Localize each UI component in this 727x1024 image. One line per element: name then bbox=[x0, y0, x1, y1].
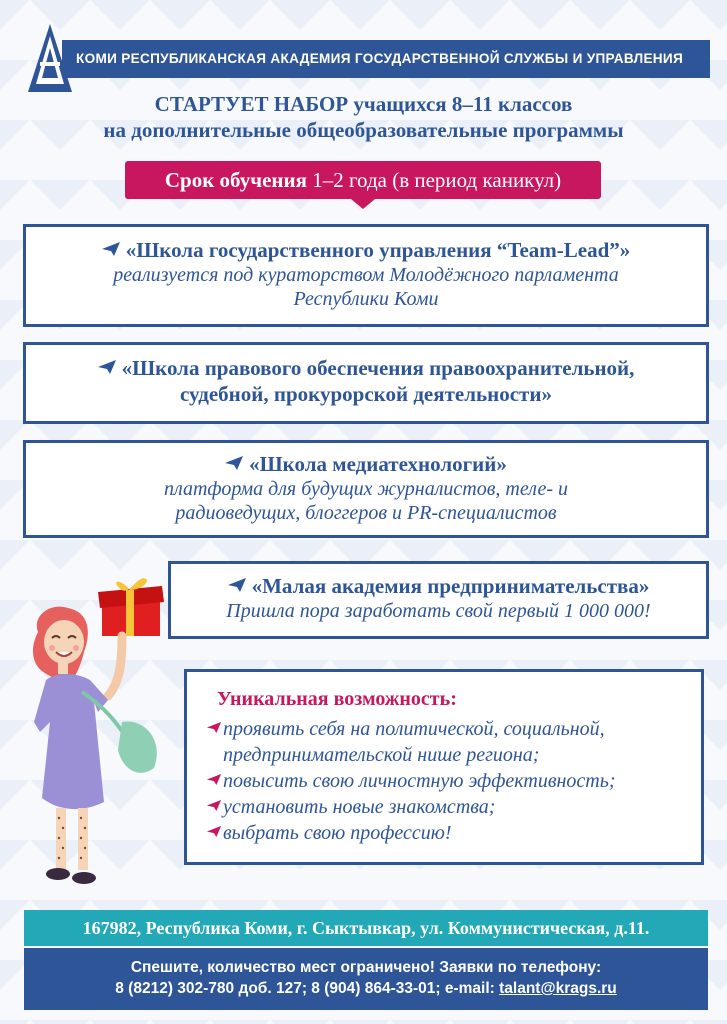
program-title: «Школа государственного управления “Team-Lead”» bbox=[26, 237, 706, 263]
paper-plane-icon bbox=[205, 722, 223, 733]
headline-line1: СТАРТУЕТ НАБОР учащихся 8–11 классов bbox=[154, 92, 573, 116]
list-item: установить новые знакомства; bbox=[205, 794, 701, 820]
girl-illustration bbox=[22, 572, 182, 902]
org-name-bar bbox=[62, 40, 710, 78]
ribbon-pointer bbox=[351, 199, 375, 209]
contact-line2: 8 (8212) 302-780 доб. 127; 8 (904) 864-33-01; e-mail: talant@krags.ru bbox=[115, 980, 617, 997]
list-item: выбрать свою профессию! bbox=[205, 820, 701, 846]
opportunity-box bbox=[184, 669, 704, 865]
program-title-line2: судебной, прокурорской деятельности» bbox=[180, 382, 552, 406]
opportunity-title: Уникальная возможность: bbox=[217, 688, 457, 710]
org-name: КОМИ РЕСПУБЛИКАНСКАЯ АКАДЕМИЯ ГОСУДАРСТВЕННОЙ СЛУЖБЫ И УПРАВЛЕНИЯ bbox=[76, 51, 684, 66]
list-item: проявить себя на политической, социальной, bbox=[205, 716, 701, 742]
list-item: повысить свою личностную эффективность; bbox=[205, 768, 701, 794]
duration-ribbon bbox=[125, 161, 601, 199]
list-item-continued: предпринимательской нише региона; bbox=[223, 744, 540, 766]
duration-value: 1–2 года (в период каникул) bbox=[306, 168, 562, 192]
paper-plane-icon bbox=[98, 360, 116, 374]
program-subtitle: Пришла пора заработать свой первый 1 000 000! bbox=[226, 600, 651, 622]
program-title: «Школа правового обеспечения правоохранительной, bbox=[26, 355, 706, 381]
program-media bbox=[23, 440, 709, 538]
program-business bbox=[168, 561, 709, 639]
program-subtitle: Республики Коми bbox=[293, 288, 439, 310]
program-subtitle: платформа для будущих журналистов, теле- и bbox=[163, 478, 568, 500]
program-subtitle: реализуется под кураторством Молодёжного парламента bbox=[113, 264, 619, 286]
program-team-lead bbox=[23, 224, 709, 327]
duration-label: Срок обучения bbox=[164, 168, 307, 192]
program-law bbox=[23, 342, 709, 424]
address-bar: 167982, Республика Коми, г. Сыктывкар, ул. Коммунистическая, д.11. bbox=[24, 910, 708, 946]
gift-icon bbox=[98, 578, 164, 636]
paper-plane-icon bbox=[205, 826, 223, 837]
program-title: «Школа медиатехнологий» bbox=[26, 451, 706, 477]
paper-plane-icon bbox=[225, 456, 243, 470]
contact-bar bbox=[24, 948, 708, 1010]
program-subtitle: радиоведущих, блоггеров и PR-специалистов bbox=[175, 502, 557, 524]
paper-plane-icon bbox=[205, 774, 223, 785]
paper-plane-icon bbox=[102, 242, 120, 256]
email-link[interactable]: talant@krags.ru bbox=[499, 980, 617, 997]
paper-plane-icon bbox=[228, 578, 246, 592]
contact-line1: Спешите, количество мест ограничено! Заявки по телефону: bbox=[130, 959, 602, 976]
program-title: «Малая академия предпринимательства» bbox=[171, 573, 706, 599]
headline-line2: на дополнительные общеобразовательные программы bbox=[103, 118, 624, 142]
paper-plane-icon bbox=[205, 800, 223, 811]
